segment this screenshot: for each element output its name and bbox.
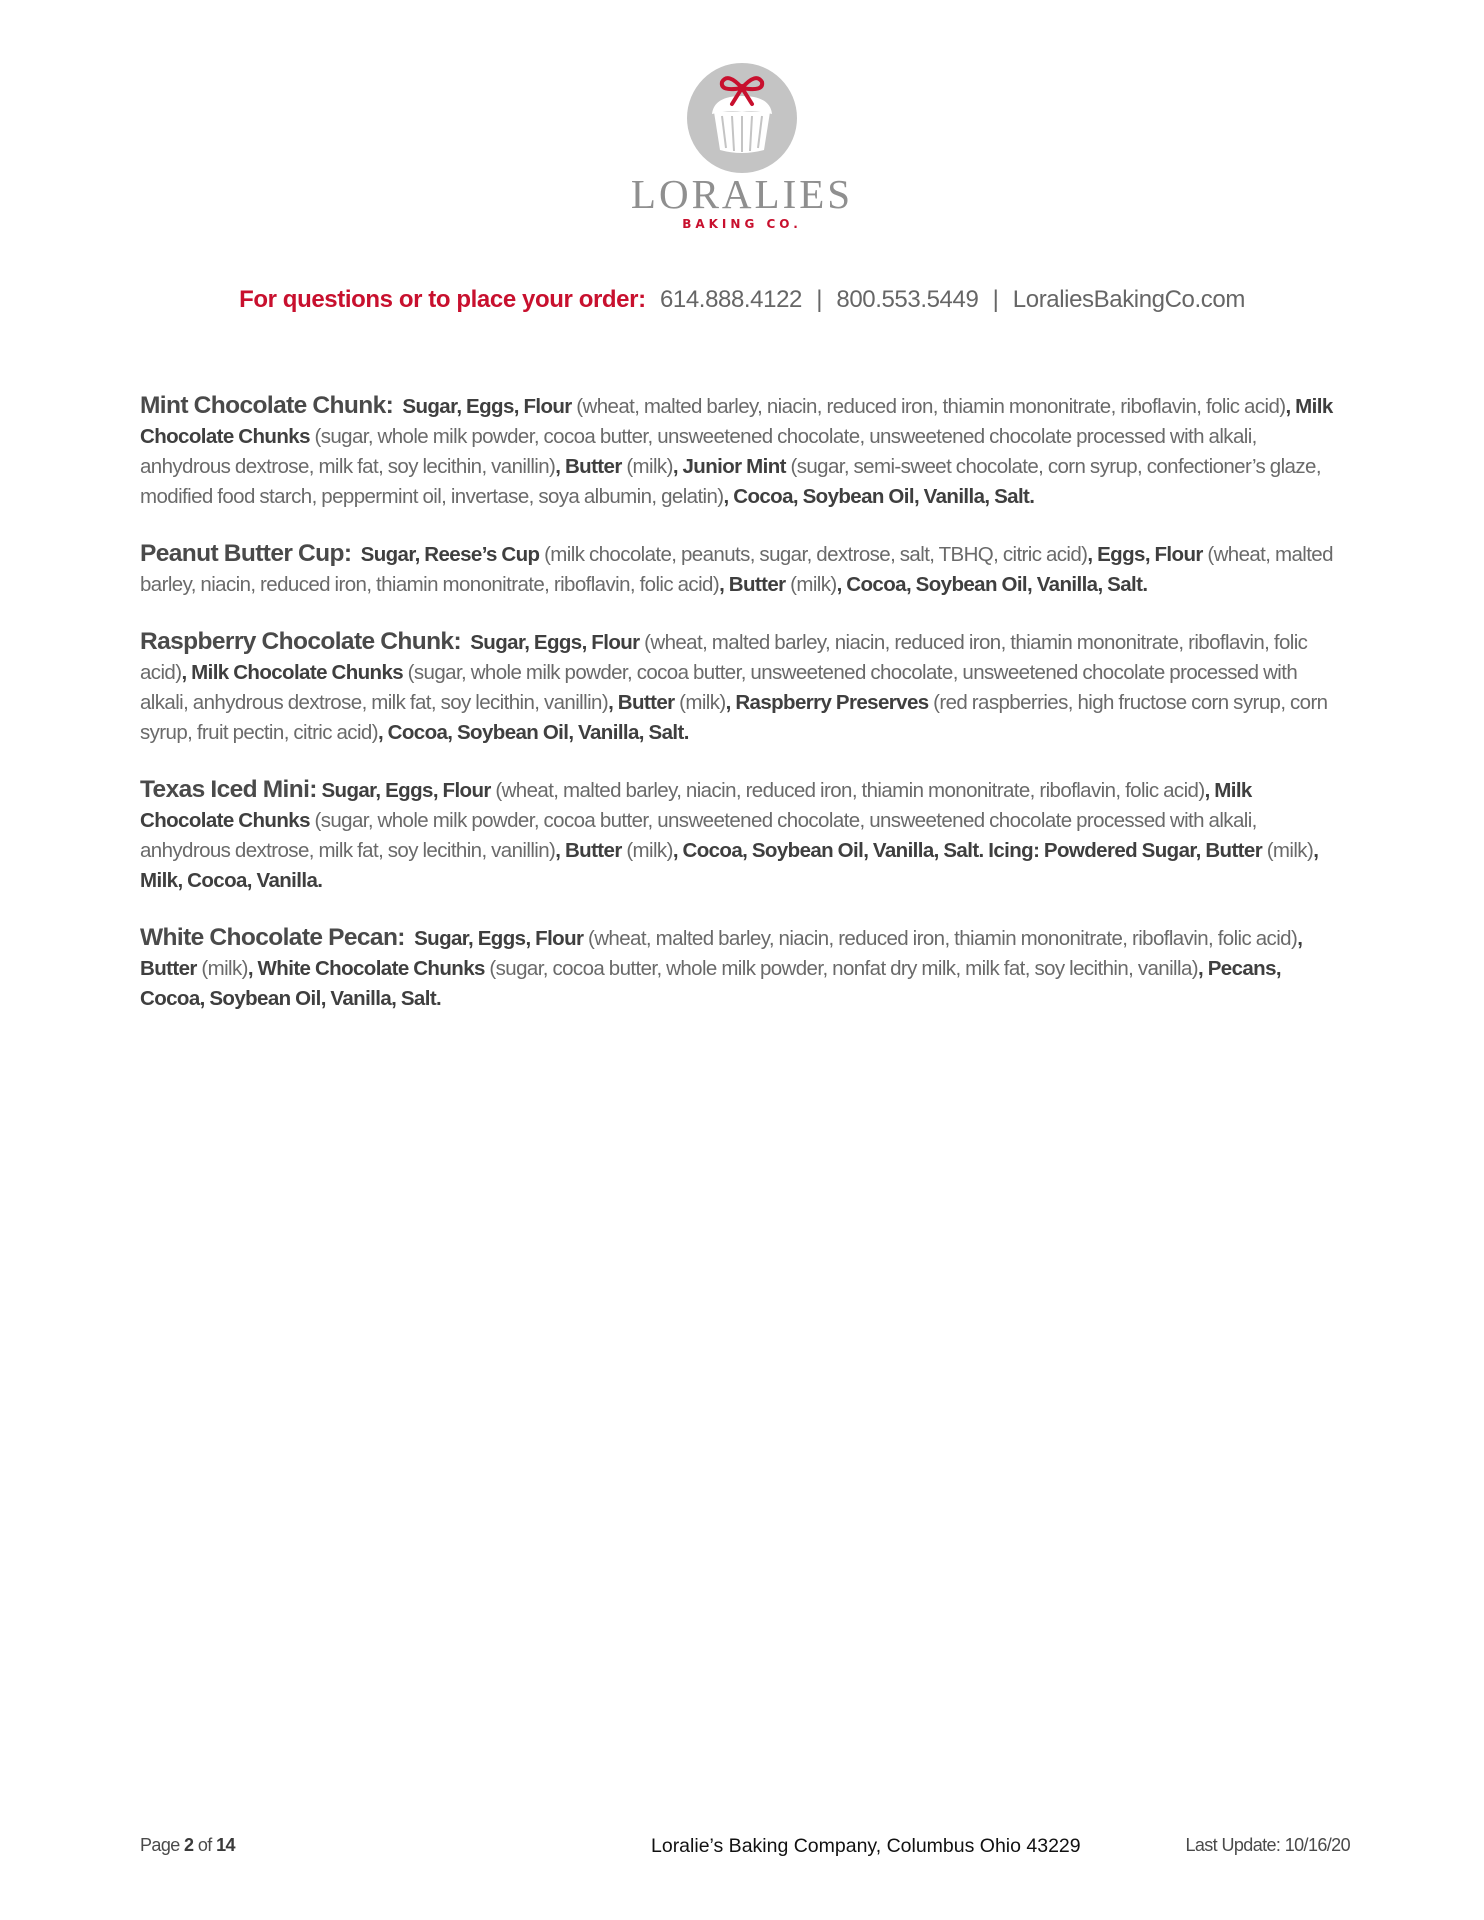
ingredient-bold: Sugar, Eggs, Flour [321,779,491,802]
ingredient-bold: , Cocoa, Soybean Oil, Vanilla, Salt. [723,485,1035,508]
ingredient-detail: (wheat, malted barley, niacin, reduced iron, thiamin mononitrate, riboflavin, folic acid) [583,927,1298,950]
ingredient-detail: (wheat, malted barley, niacin, reduced iron, thiamin mononitrate, riboflavin, folic acid) [140,543,1333,596]
product-entry [140,923,1345,1014]
page-prefix: Page [140,1835,180,1855]
product-entry [140,775,1345,896]
ingredient-bold: , Butter [719,573,786,596]
product-entry [140,391,1345,512]
contact-label: For questions or to place your order: [239,286,646,313]
phone-local: 614.888.4122 [659,286,802,313]
ingredient-detail: (milk) [196,957,248,980]
brand-subtitle: BAKING CO. [682,217,802,231]
brand-name: LORALIES [630,171,854,217]
ingredient-bold: Sugar, Reese’s Cup [360,543,540,566]
separator: | [992,286,999,313]
company-address: Loralie’s Baking Company, Columbus Ohio 43229 [651,1835,1081,1857]
ingredient-bold: , Milk Chocolate Chunks [140,779,1252,832]
last-update: Last Update: 10/16/20 [1185,1835,1350,1855]
page-indicator [140,1835,235,1856]
ingredient-detail: (sugar, semi-sweet chocolate, corn syrup, confectioner’s glaze, modified food starch, peppermint oil, invertase, soya albumin, gelatin) [140,455,1321,508]
separator: | [816,286,823,313]
product-entry [140,539,1345,600]
page-total: 14 [216,1835,235,1855]
ingredient-bold: , Butter [608,691,675,714]
page-footer [140,1835,1350,1865]
ingredient-detail: (sugar, whole milk powder, cocoa butter, unsweetened chocolate, unsweetened chocolate processed with alkali, anhydrous dextrose, milk fat, soy lecithin, vanillin) [140,425,1257,478]
ingredient-detail: (sugar, whole milk powder, cocoa butter, unsweetened chocolate, unsweetened chocolate processed with alkali, anhydrous dextrose, milk fat, soy lecithin, vanillin) [140,661,1298,714]
ingredient-bold: , Butter [555,839,622,862]
brand-logo [0,62,1484,242]
ingredient-detail: (milk) [621,455,673,478]
ingredient-bold: Sugar, Eggs, Flour [470,631,640,654]
contact-line [0,285,1484,315]
product-name: Raspberry Chocolate Chunk: [140,628,462,655]
ingredient-detail: (wheat, malted barley, niacin, reduced iron, thiamin mononitrate, riboflavin, folic acid) [140,631,1308,684]
ingredient-detail: (sugar, cocoa butter, whole milk powder, nonfat dry milk, milk fat, soy lecithin, vanilla) [484,957,1198,980]
product-ingredient-list [140,391,1345,1041]
ingredient-bold: , Milk Chocolate Chunks [140,395,1333,448]
product-name: Mint Chocolate Chunk: [140,392,394,419]
product-name: Texas Iced Mini: [140,776,317,803]
ingredient-bold: , Junior Mint [672,455,786,478]
ingredient-bold: Sugar, Eggs, Flour [414,927,584,950]
ingredient-bold: , Raspberry Preserves [725,691,929,714]
phone-tollfree: 800.553.5449 [836,286,979,313]
product-name: Peanut Butter Cup: [140,540,352,567]
ingredient-detail: (sugar, whole milk powder, cocoa butter, unsweetened chocolate, unsweetened chocolate processed with alkali, anhydrous dextrose, milk fat, soy lecithin, vanillin) [140,809,1257,862]
ingredient-bold: , Milk Chocolate Chunks [181,661,404,684]
ingredient-bold: , Butter [555,455,622,478]
ingredient-detail: (red raspberries, high fructose corn syrup, corn syrup, fruit pectin, citric acid) [140,691,1328,744]
ingredient-detail: (milk) [1262,839,1314,862]
ingredient-bold: , Cocoa, Soybean Oil, Vanilla, Salt. Icing: Powdered Sugar, Butter [672,839,1263,862]
ingredient-bold: , Milk, Cocoa, Vanilla. [140,839,1319,892]
product-ingredients [140,779,1318,892]
ingredient-detail: (milk) [674,691,726,714]
ingredient-bold: Sugar, Eggs, Flour [402,395,572,418]
product-name: White Chocolate Pecan: [140,924,405,951]
ingredient-bold: , Pecans, Cocoa, Soybean Oil, Vanilla, Salt. [140,957,1281,1010]
ingredient-detail: (milk) [621,839,673,862]
cupcake-with-bow-icon [686,62,798,174]
ingredient-detail: (wheat, malted barley, niacin, reduced iron, thiamin mononitrate, riboflavin, folic acid) [490,779,1205,802]
ingredient-detail: (milk) [785,573,837,596]
ingredient-bold: , Eggs, Flour [1087,543,1203,566]
product-entry [140,627,1345,748]
ingredient-bold: , Cocoa, Soybean Oil, Vanilla, Salt. [836,573,1148,596]
ingredient-bold: , Butter [140,927,1303,980]
ingredient-detail: (wheat, malted barley, niacin, reduced iron, thiamin mononitrate, riboflavin, folic acid) [571,395,1286,418]
website-link[interactable]: LoraliesBakingCo.com [1012,286,1245,313]
page-of: of [197,1835,212,1855]
ingredient-detail: (milk chocolate, peanuts, sugar, dextrose, salt, TBHQ, citric acid) [539,543,1088,566]
page-current: 2 [184,1835,194,1855]
ingredient-bold: , Cocoa, Soybean Oil, Vanilla, Salt. [377,721,689,744]
ingredient-bold: , White Chocolate Chunks [247,957,485,980]
